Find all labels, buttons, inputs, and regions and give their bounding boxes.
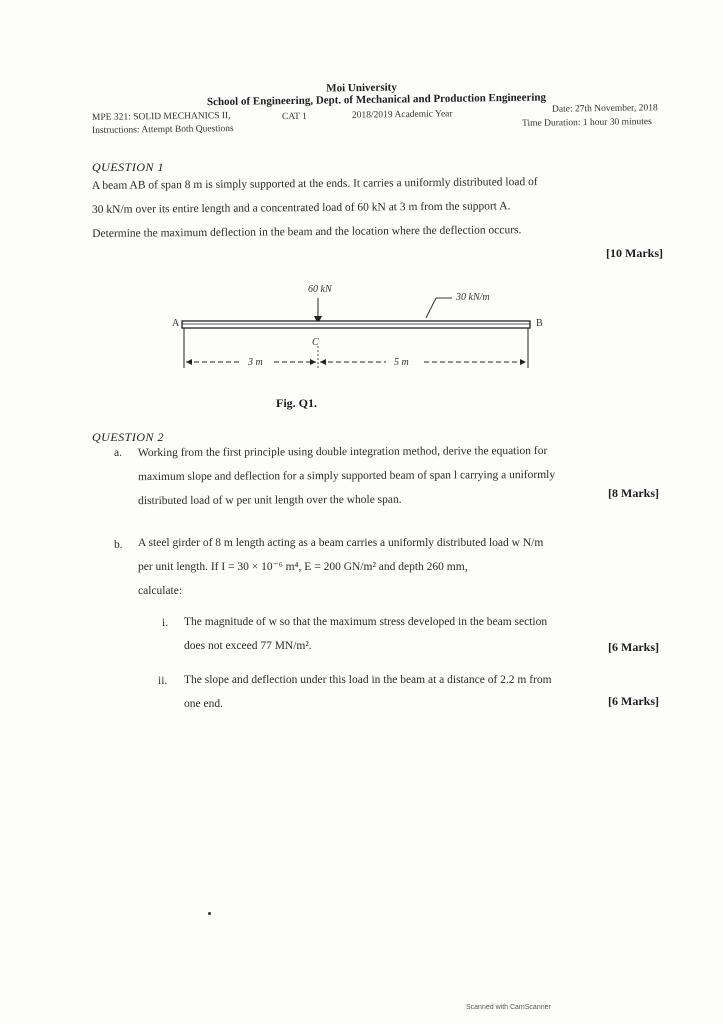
question-1-line: A beam AB of span 8 m is simply supported at the ends. It carries a uniformly distributed load of [91,176,538,192]
question-2a-line: Working from the first principle using double integration method, derive the equation for [137,444,548,460]
question-2b-line: calculate: [138,585,183,597]
question-1-marks: [10 Marks] [606,246,663,260]
question-2a-line: distributed load of w per unit length over the whole span. [138,493,402,508]
question-2bii-text [184,668,552,716]
dimension-right-label: 5 m [394,357,409,368]
school-line: School of Engineering, Dept. of Mechanical and Production Engineering [206,91,547,109]
question-2a-line: maximum slope and deflection for a simply supported beam of span l carrying a uniformly [137,468,556,484]
cat-label: CAT 1 [281,111,307,123]
point-load-label: 60 kN [308,284,332,295]
question-2b-label: b. [114,539,123,551]
scanner-watermark: Scanned with CamScanner [466,1004,551,1011]
dimension-arrowhead [320,359,326,365]
question-2bi-label: i. [162,617,169,629]
question-2b-line: per unit length. If I = 30 × 10⁻⁶ m⁴, E = 200 GN/m² and depth 260 mm, [138,561,468,573]
question-1-line: 30 kN/m over its entire length and a concentrated load of 60 kN at 3 m from the support A. [91,200,511,216]
question-2-heading: QUESTION 2 [92,430,165,444]
dimension-arrowhead [520,359,526,365]
question-2bi-text [184,610,547,658]
question-2bii-line: one end. [184,698,223,710]
question-2bii-line: The slope and deflection under this load in the beam at a distance of 2.2 m from [184,674,552,686]
label-c: C [312,337,319,348]
question-2bi-marks: [6 Marks] [608,640,659,654]
figure-caption: Fig. Q1. [276,396,317,410]
question-2b-line: A steel girder of 8 m length acting as a beam carries a uniformly distributed load w N/m [138,537,544,549]
question-2bi-line: does not exceed 77 MN/m². [184,640,312,652]
question-2b-text [138,531,543,603]
question-2bii-label: ii. [158,675,168,687]
question-1-text [92,170,538,246]
academic-year: 2018/2019 Academic Year [351,109,453,121]
instructions: Instructions: Attempt Both Questions [91,124,234,136]
beam-figure [160,276,560,380]
beam-ab [182,321,530,328]
dimension-left-label: 3 m [248,357,263,368]
udl-label: 30 kN/m [456,292,490,303]
dimension-arrowhead [310,359,316,365]
dimension-arrowhead [186,359,192,365]
question-2a-marks: [8 Marks] [608,486,659,500]
question-1-heading: QUESTION 1 [92,160,165,174]
question-2bii-marks: [6 Marks] [608,694,659,708]
scan-dot [208,912,211,915]
course-code: MPE 321: SOLID MECHANICS II, [91,111,231,123]
label-b: B [536,318,543,329]
question-2a-text [138,439,555,513]
time-duration: Time Duration: 1 hour 30 minutes [521,117,652,129]
question-2bi-line: The magnitude of w so that the maximum stress developed in the beam section [184,616,548,628]
udl-leader [426,298,436,318]
exam-date: Date: 27th November, 2018 [551,103,658,115]
question-2a-label: a. [114,447,122,459]
question-1-line: Determine the maximum deflection in the beam and the location where the deflection occurs. [92,224,522,240]
university-name: Moi University [326,81,397,95]
label-a: A [172,318,180,329]
